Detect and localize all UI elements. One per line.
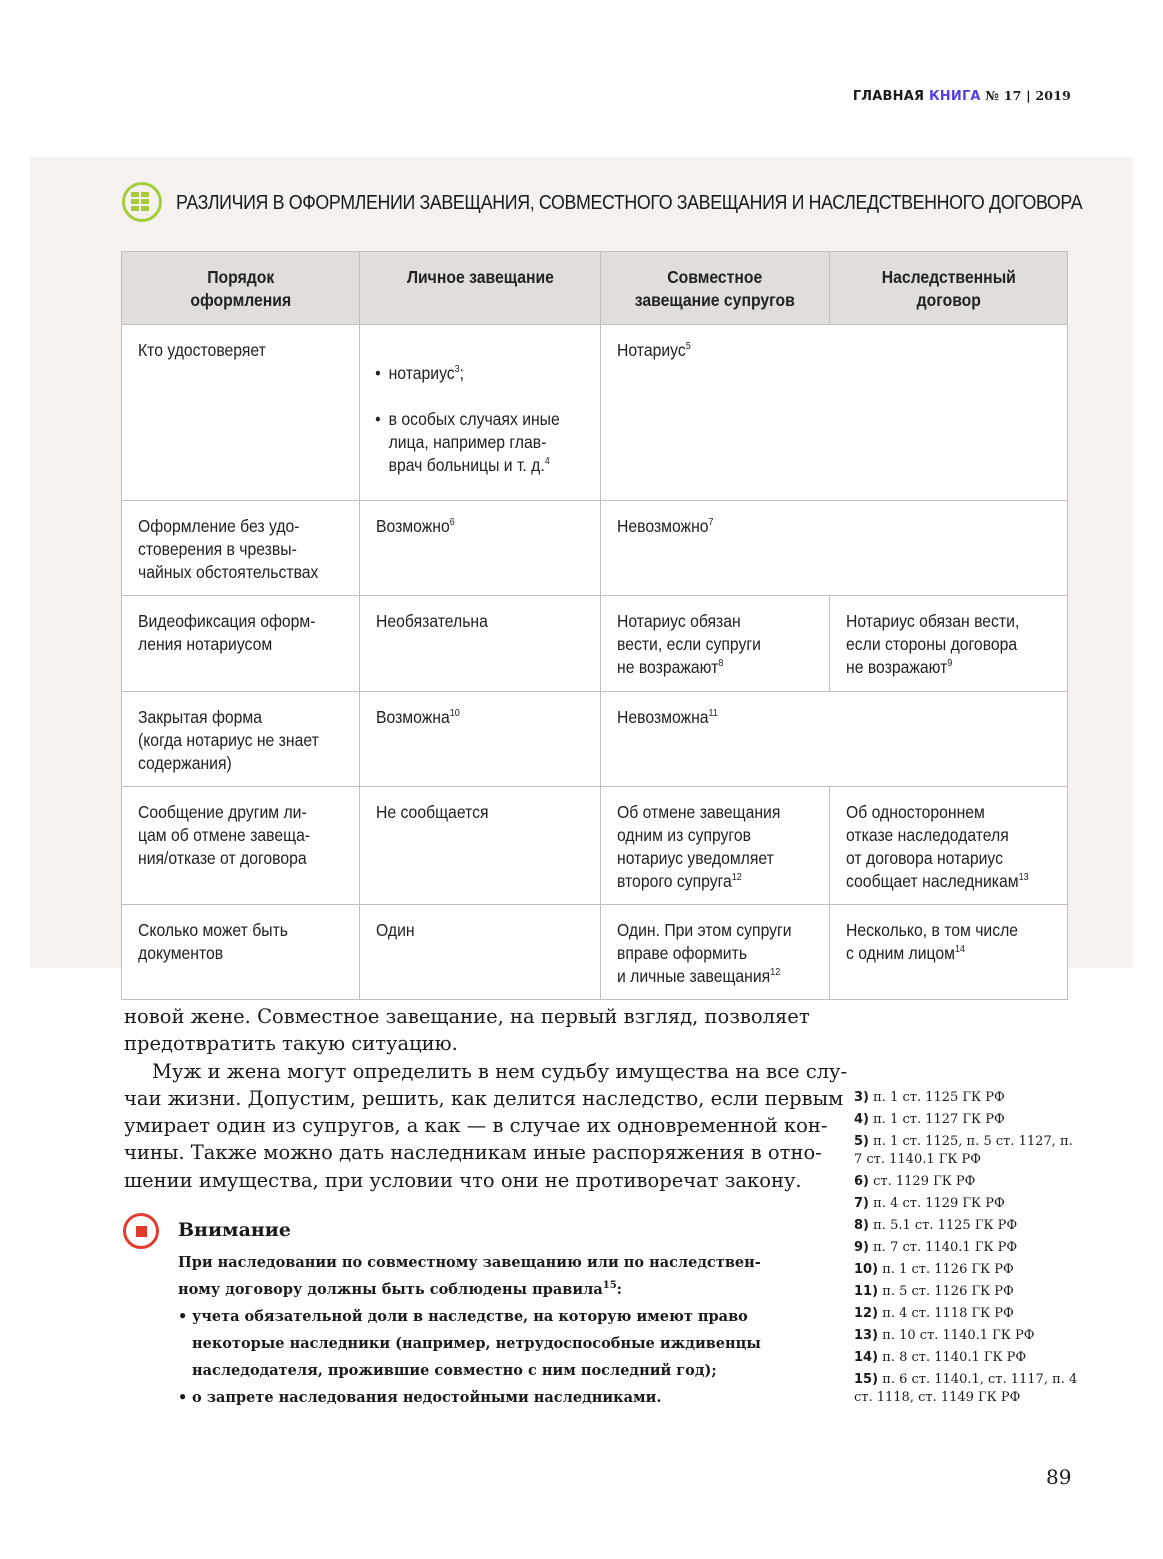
footnote: 15) п. 6 ст. 1140.1, ст. 1117, п. 4 ст. 1118, ст. 1149 ГК РФ [854, 1372, 1078, 1405]
table-row [122, 905, 1068, 1000]
table-cell: Возможна$^{10}$ [360, 692, 601, 787]
row-label: Закрытая форма (когда нотариус не знает содержания) [122, 692, 360, 787]
row-label: Оформление без удо- стоверения в чрезвы- чайных обстоятельствах [122, 501, 360, 596]
table-cell: Нотариус обязан вести, если супруги не возражают$^8$ [601, 596, 830, 692]
table-cell: Нотариус$^5$ [601, 325, 1068, 501]
footnote: 3) п. 1 ст. 1125 ГК РФ [854, 1090, 1005, 1105]
list-item: • о запрете наследования недостойными наследниками. [178, 1384, 793, 1411]
row-label: Сообщение другим ли- цам об отмене завеща- ния/отказе от договора [122, 787, 360, 905]
text-line: ному договору должны быть соблюдены правила$^{15}$: [178, 1280, 623, 1298]
body-text [124, 1003, 848, 1194]
footnote: 11) п. 5 ст. 1126 ГК РФ [854, 1284, 1014, 1299]
table-row [122, 501, 1068, 596]
text-line: новой жене. Совместное завещание, на первый взгляд, позволяет [124, 1005, 810, 1028]
table-row [122, 787, 1068, 905]
text-line: чаи жизни. Допустим, решить, как делится наследство, если первым [124, 1086, 844, 1110]
header-cell: Совместное завещание супругов [601, 252, 830, 325]
table-row [122, 596, 1068, 692]
masthead [853, 88, 1071, 104]
comparison-table [121, 251, 1068, 1000]
table-cell [360, 325, 601, 501]
text-line: шении имущества, при условии что они не противоречат закону. [124, 1168, 802, 1192]
row-label: Сколько может быть документов [122, 905, 360, 1000]
page-number: 89 [1046, 1465, 1072, 1489]
stop-icon [123, 1213, 159, 1249]
table-cell: Об одностороннем отказе наследодателя от договора нотариус сообщает наследникам$^{13}$ [830, 787, 1068, 905]
issue-number: № 17 | 2019 [985, 88, 1071, 103]
table-row [122, 692, 1068, 787]
footnote: 8) п. 5.1 ст. 1125 ГК РФ [854, 1218, 1018, 1233]
footnotes [854, 1089, 1084, 1411]
text-line: Муж и жена могут определить в нем судьбу имущества на все слу- [152, 1059, 848, 1083]
header-cell: Личное завещание [360, 252, 601, 325]
footnote: 9) п. 7 ст. 1140.1 ГК РФ [854, 1240, 1018, 1255]
footnote: 7) п. 4 ст. 1129 ГК РФ [854, 1196, 1005, 1211]
row-label: Видеофиксация оформ- ления нотариусом [122, 596, 360, 692]
table-row [122, 325, 1068, 501]
footnote: 13) п. 10 ст. 1140.1 ГК РФ [854, 1328, 1035, 1343]
attention-box [178, 1249, 793, 1411]
table-cell: Об отмене завещания одним из супругов нотариус уведомляет второго супруга$^{12}$ [601, 787, 830, 905]
list-item: • нотариус$^3$; [389, 362, 584, 385]
text-line: При наследовании по совместному завещанию или по наследствен- [178, 1254, 761, 1271]
table-cell: Невозможна$^{11}$ [601, 692, 1068, 787]
table-icon [122, 182, 162, 222]
table-cell: Необязательна [360, 596, 601, 692]
table-header-row [122, 252, 1068, 325]
header-cell: Наследственный договор [830, 252, 1068, 325]
row-label: Кто удостоверяет [122, 325, 360, 501]
footnote: 4) п. 1 ст. 1127 ГК РФ [854, 1112, 1005, 1127]
table-cell: Один. При этом супруги вправе оформить и личные завещания$^{12}$ [601, 905, 830, 1000]
list-item: • в особых случаях иные лица, например глав- врач больницы и т. д.$^4$ [389, 408, 584, 477]
attention-title: Внимание [178, 1219, 291, 1241]
footnote: 12) п. 4 ст. 1118 ГК РФ [854, 1306, 1014, 1321]
table-cell: Не сообщается [360, 787, 601, 905]
text-line: предотвратить такую ситуацию. [124, 1032, 458, 1056]
list-item: • учета обязательной доли в наследстве, на которую имеют право некоторые наследники (например, нетрудоспособные иждивенцы наследодателя, прожившие совместно с ним последний год); [178, 1303, 793, 1384]
comparison-panel [30, 157, 1133, 986]
text-line: чины. Также можно дать наследникам иные распоряжения в отно- [124, 1141, 822, 1165]
table-cell: Один [360, 905, 601, 1000]
table-cell: Нотариус обязан вести, если стороны договора не возражают$^9$ [830, 596, 1068, 692]
footnote: 10) п. 1 ст. 1126 ГК РФ [854, 1262, 1014, 1277]
panel-title: РАЗЛИЧИЯ В ОФОРМЛЕНИИ ЗАВЕЩАНИЯ, СОВМЕСТНОГО ЗАВЕЩАНИЯ И НАСЛЕДСТВЕННОГО ДОГОВОРА [176, 192, 1083, 214]
footnote: 6) ст. 1129 ГК РФ [854, 1174, 976, 1189]
header-cell: Порядок оформления [122, 252, 360, 325]
footnote: 5) п. 1 ст. 1125, п. 5 ст. 1127, п. 7 ст. 1140.1 ГК РФ [854, 1134, 1073, 1167]
table-cell: Возможно$^6$ [360, 501, 601, 596]
footnote: 14) п. 8 ст. 1140.1 ГК РФ [854, 1350, 1027, 1365]
brand-main: ГЛАВНАЯ [852, 89, 925, 104]
table-cell: Невозможно$^7$ [601, 501, 1068, 596]
text-line: умирает один из супругов, а как — в случае их одновременной кон- [124, 1114, 828, 1138]
brand-accent: КНИГА [928, 89, 981, 104]
table-cell: Несколько, в том числе с одним лицом$^{14}$ [830, 905, 1068, 1000]
